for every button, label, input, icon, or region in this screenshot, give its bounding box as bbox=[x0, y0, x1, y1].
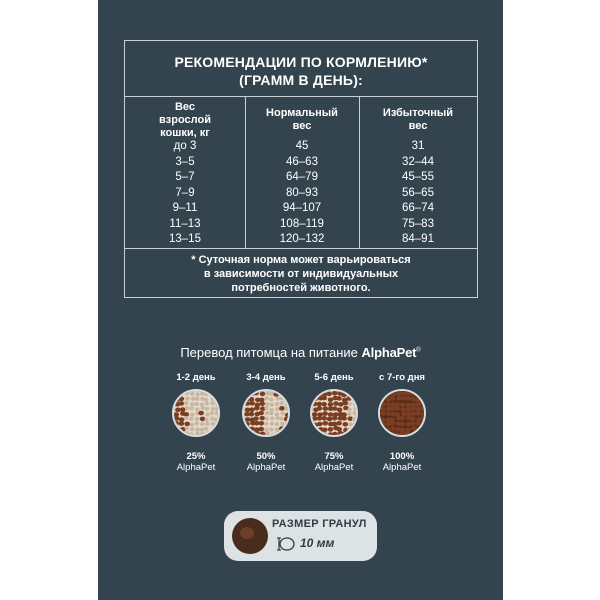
kibble-piece bbox=[399, 416, 405, 421]
kibble-piece bbox=[259, 401, 265, 406]
transition-step-1: 1-2 день 25% AlphaPet bbox=[161, 371, 231, 473]
old-food-piece bbox=[195, 407, 199, 411]
kibble-piece bbox=[400, 403, 406, 408]
old-food-piece bbox=[204, 392, 208, 396]
weight-values bbox=[125, 139, 245, 248]
kibble-piece bbox=[258, 421, 264, 426]
kibble-piece bbox=[198, 411, 204, 416]
kibble-piece bbox=[249, 407, 255, 412]
kibble-piece bbox=[279, 406, 285, 411]
old-food-piece bbox=[211, 422, 215, 426]
kibble-piece bbox=[184, 422, 190, 427]
kibble-piece bbox=[323, 406, 329, 411]
divider-top bbox=[125, 96, 477, 97]
granule-diameter-icon bbox=[276, 536, 296, 552]
kibble-piece bbox=[415, 421, 421, 426]
old-food-piece bbox=[210, 401, 214, 405]
old-food-piece bbox=[204, 427, 208, 431]
kibble-piece bbox=[346, 396, 352, 401]
cell: 5–7 bbox=[175, 171, 195, 183]
kibble-mix bbox=[380, 391, 424, 435]
transition-step-2: 3-4 день 50% AlphaPet bbox=[231, 371, 301, 473]
old-food-piece bbox=[205, 402, 209, 406]
kibble-piece bbox=[178, 391, 184, 396]
old-food-piece bbox=[279, 392, 283, 396]
feeding-table bbox=[124, 40, 478, 298]
cell: 32–44 bbox=[402, 155, 434, 168]
old-food-piece bbox=[185, 391, 189, 395]
kibble-piece bbox=[317, 422, 323, 427]
cell: 75–83 bbox=[402, 217, 434, 230]
feeding-note: * Суточная норма может варьироваться в зависимости от индивидуальных потребностей животного. bbox=[191, 254, 411, 294]
kibble-piece bbox=[259, 416, 265, 421]
old-food-piece bbox=[204, 418, 208, 422]
old-food-piece bbox=[347, 402, 351, 406]
old-food-piece bbox=[275, 428, 279, 432]
kibble-piece bbox=[175, 408, 181, 413]
old-food-piece bbox=[210, 411, 214, 415]
kibble-piece bbox=[322, 411, 328, 416]
kibble-piece bbox=[253, 391, 259, 395]
kibble-piece bbox=[386, 402, 392, 407]
granule-size-value: 10 мм bbox=[300, 536, 335, 550]
kibble-piece bbox=[400, 422, 406, 427]
old-food-piece bbox=[189, 417, 193, 421]
old-food-piece bbox=[264, 406, 268, 410]
transition-step-4: с 7-го дня 100% AlphaPet bbox=[379, 372, 425, 473]
cell: 3–5 bbox=[175, 155, 195, 168]
old-food-piece bbox=[195, 428, 199, 432]
cell: 11–13 bbox=[169, 217, 201, 230]
kibble-piece bbox=[390, 426, 396, 431]
old-food-piece bbox=[264, 422, 268, 426]
kibble-piece bbox=[333, 401, 339, 406]
kibble-piece bbox=[380, 397, 386, 402]
normal-weight-values bbox=[245, 139, 359, 248]
granule-size-badge bbox=[224, 511, 377, 561]
kibble-piece bbox=[328, 397, 334, 402]
old-food-piece bbox=[191, 397, 195, 401]
old-food-piece bbox=[190, 413, 194, 417]
kibble-piece bbox=[273, 392, 279, 397]
old-food-piece bbox=[205, 413, 209, 417]
old-food-piece bbox=[194, 402, 198, 406]
old-food-piece bbox=[347, 408, 351, 412]
old-food-piece bbox=[347, 428, 351, 432]
transition-step-3: 5-6 день 75% AlphaPet bbox=[299, 371, 369, 473]
old-food-piece bbox=[190, 427, 194, 431]
kibble-piece bbox=[175, 427, 181, 432]
old-food-piece bbox=[190, 406, 194, 410]
old-food-piece bbox=[211, 407, 215, 411]
kibble-piece bbox=[411, 406, 417, 411]
kibble-piece bbox=[312, 412, 317, 417]
kibble-piece bbox=[249, 397, 255, 402]
kibble-piece bbox=[180, 407, 186, 412]
kibble-piece bbox=[322, 421, 328, 426]
kibble-piece bbox=[405, 396, 411, 401]
old-food-piece bbox=[279, 396, 283, 400]
old-food-piece bbox=[275, 422, 279, 426]
kibble-piece bbox=[179, 421, 185, 426]
old-food-piece bbox=[265, 431, 269, 435]
kibble-piece bbox=[200, 417, 206, 422]
kibble-piece bbox=[327, 417, 333, 422]
kibble-piece bbox=[341, 416, 347, 421]
old-food-piece bbox=[279, 417, 283, 421]
kibble-piece bbox=[328, 402, 334, 407]
kibble-piece bbox=[249, 401, 255, 406]
old-food-piece bbox=[185, 397, 189, 401]
old-food-piece bbox=[275, 412, 279, 416]
kibble-piece bbox=[343, 401, 349, 406]
old-food-piece bbox=[190, 392, 194, 396]
kibble-bowl-icon bbox=[242, 389, 290, 437]
kibble-piece bbox=[380, 422, 385, 427]
cell: 45–55 bbox=[402, 171, 434, 183]
kibble-piece bbox=[245, 401, 251, 406]
kibble-piece bbox=[380, 418, 386, 423]
old-food-piece bbox=[195, 417, 199, 421]
kibble-piece bbox=[406, 407, 412, 412]
feeding-table-title bbox=[125, 53, 477, 89]
kibble-mix bbox=[312, 391, 356, 435]
kibble-piece bbox=[317, 406, 323, 411]
column-header-weight: Вес взрослой кошки, кг bbox=[159, 101, 211, 139]
kibble-piece bbox=[326, 392, 332, 397]
kibble-piece bbox=[386, 411, 392, 416]
kibble-piece bbox=[179, 397, 185, 402]
kibble-piece bbox=[410, 397, 416, 402]
kibble-piece bbox=[249, 412, 255, 417]
granule-size-label: РАЗМЕР ГРАНУЛ bbox=[272, 518, 367, 530]
kibble-piece bbox=[400, 407, 406, 412]
cell: 9–11 bbox=[172, 202, 198, 214]
old-food-piece bbox=[195, 397, 199, 401]
old-food-piece bbox=[190, 402, 194, 406]
old-food-piece bbox=[195, 421, 199, 425]
old-food-piece bbox=[265, 402, 269, 406]
brand-mark: ® bbox=[416, 347, 421, 354]
cell: 13–15 bbox=[169, 233, 201, 245]
old-food-piece bbox=[270, 416, 274, 420]
kibble-piece bbox=[405, 403, 411, 408]
old-food-piece bbox=[347, 391, 351, 395]
kibble-piece bbox=[179, 417, 185, 422]
old-food-piece bbox=[195, 392, 199, 396]
kibble-piece bbox=[258, 411, 264, 416]
kibble-piece bbox=[385, 393, 391, 398]
kibble-piece bbox=[322, 427, 328, 432]
kibble-piece bbox=[404, 391, 410, 396]
cell: 84–91 bbox=[402, 233, 434, 245]
kibble-piece bbox=[390, 396, 396, 401]
kibble-piece bbox=[342, 422, 348, 427]
kibble-piece bbox=[321, 402, 327, 407]
cell: 45 bbox=[295, 140, 309, 152]
kibble-piece bbox=[341, 393, 347, 398]
kibble-piece bbox=[258, 427, 264, 432]
old-food-piece bbox=[190, 423, 194, 427]
old-food-piece bbox=[275, 407, 279, 411]
old-food-piece bbox=[347, 412, 351, 416]
kibble-piece bbox=[312, 416, 318, 421]
kibble-piece bbox=[336, 396, 342, 401]
old-food-piece bbox=[280, 401, 284, 405]
kibble-piece bbox=[415, 402, 421, 407]
kibble-piece bbox=[328, 427, 334, 432]
cell: 66–74 bbox=[402, 202, 434, 214]
kibble-piece bbox=[178, 401, 184, 406]
kibble-piece bbox=[410, 416, 416, 421]
title-line-1: РЕКОМЕНДАЦИИ ПО КОРМЛЕНИЮ* bbox=[174, 54, 428, 70]
old-food-piece bbox=[185, 431, 189, 435]
old-food-piece bbox=[204, 398, 208, 402]
cell: 31 bbox=[411, 140, 425, 152]
kibble-icon bbox=[232, 518, 268, 554]
old-food-piece bbox=[270, 422, 274, 426]
old-food-piece bbox=[200, 428, 204, 432]
column-header-overweight: Избыточный вес bbox=[382, 107, 454, 132]
divider-bottom bbox=[125, 248, 477, 249]
cell: 94–107 bbox=[282, 202, 322, 214]
kibble-piece bbox=[394, 406, 400, 411]
cell: 80–93 bbox=[286, 186, 318, 199]
old-food-piece bbox=[210, 417, 214, 421]
old-food-piece bbox=[205, 422, 209, 426]
kibble-piece bbox=[321, 396, 327, 401]
kibble-piece bbox=[380, 406, 386, 411]
old-food-piece bbox=[275, 402, 279, 406]
kibble-piece bbox=[416, 407, 422, 412]
kibble-piece bbox=[249, 427, 255, 432]
old-food-piece bbox=[200, 422, 204, 426]
old-food-piece bbox=[264, 428, 268, 432]
old-food-piece bbox=[211, 427, 215, 431]
title-line-2: (ГРАММ В ДЕНЬ): bbox=[239, 72, 363, 88]
kibble-mix bbox=[244, 391, 288, 435]
kibble-piece bbox=[410, 391, 416, 396]
kibble-bowl-icon bbox=[378, 389, 426, 437]
kibble-piece bbox=[332, 422, 338, 427]
old-food-piece bbox=[265, 417, 269, 421]
old-food-piece bbox=[184, 401, 188, 405]
old-food-piece bbox=[269, 397, 273, 401]
kibble-piece bbox=[312, 427, 318, 432]
kibble-piece bbox=[312, 396, 318, 401]
cell: до 3 bbox=[173, 140, 197, 152]
kibble-piece bbox=[336, 421, 342, 426]
kibble-bowl-icon bbox=[172, 389, 220, 437]
old-food-piece bbox=[265, 411, 269, 415]
old-food-piece bbox=[265, 396, 269, 400]
kibble-piece bbox=[174, 416, 180, 421]
kibble-piece bbox=[332, 416, 338, 421]
old-food-piece bbox=[201, 406, 205, 410]
old-food-piece bbox=[269, 427, 273, 431]
cell: 120–132 bbox=[279, 233, 325, 245]
kibble-piece bbox=[337, 408, 343, 413]
old-food-piece bbox=[269, 411, 273, 415]
cell: 7–9 bbox=[175, 186, 195, 199]
old-food-piece bbox=[185, 426, 189, 430]
kibble-piece bbox=[260, 392, 266, 397]
transition-title: Перевод питомца на питание AlphaPet® bbox=[180, 345, 421, 360]
kibble-piece bbox=[279, 426, 285, 431]
old-food-piece bbox=[184, 416, 188, 420]
column-header-normal: Нормальный вес bbox=[266, 107, 338, 132]
old-food-piece bbox=[348, 422, 352, 426]
cell: 64–79 bbox=[286, 171, 318, 183]
kibble-piece bbox=[253, 416, 259, 421]
kibble-piece bbox=[380, 402, 386, 407]
kibble-piece bbox=[390, 392, 396, 397]
kibble-piece bbox=[328, 412, 334, 417]
kibble-piece bbox=[410, 421, 416, 426]
cell: 46–63 bbox=[286, 155, 318, 168]
kibble-piece bbox=[244, 422, 250, 427]
overweight-values bbox=[359, 139, 477, 248]
kibble-piece bbox=[254, 406, 260, 411]
old-food-piece bbox=[275, 416, 279, 420]
kibble-piece bbox=[394, 402, 400, 407]
kibble-piece bbox=[415, 411, 421, 416]
kibble-piece bbox=[336, 427, 342, 432]
kibble-piece bbox=[380, 411, 386, 416]
old-food-piece bbox=[270, 403, 274, 407]
kibble-piece bbox=[332, 391, 338, 395]
cell: 56–65 bbox=[402, 186, 434, 199]
kibble-piece bbox=[317, 416, 323, 421]
kibble-bowl-icon bbox=[310, 389, 358, 437]
kibble-piece bbox=[390, 421, 396, 426]
old-food-piece bbox=[209, 391, 213, 395]
old-food-piece bbox=[280, 422, 284, 426]
old-food-piece bbox=[200, 391, 204, 395]
old-food-piece bbox=[211, 397, 215, 401]
brand-name: AlphaPet bbox=[361, 345, 417, 360]
cell: 108–119 bbox=[280, 217, 324, 230]
kibble-piece bbox=[401, 412, 407, 417]
old-food-piece bbox=[269, 392, 273, 396]
old-food-piece bbox=[185, 406, 189, 410]
kibble-piece bbox=[316, 402, 322, 407]
kibble-piece bbox=[332, 406, 338, 411]
kibble-piece bbox=[321, 416, 327, 421]
kibble-mix bbox=[174, 391, 218, 435]
old-food-piece bbox=[281, 411, 285, 415]
old-food-piece bbox=[205, 407, 209, 411]
